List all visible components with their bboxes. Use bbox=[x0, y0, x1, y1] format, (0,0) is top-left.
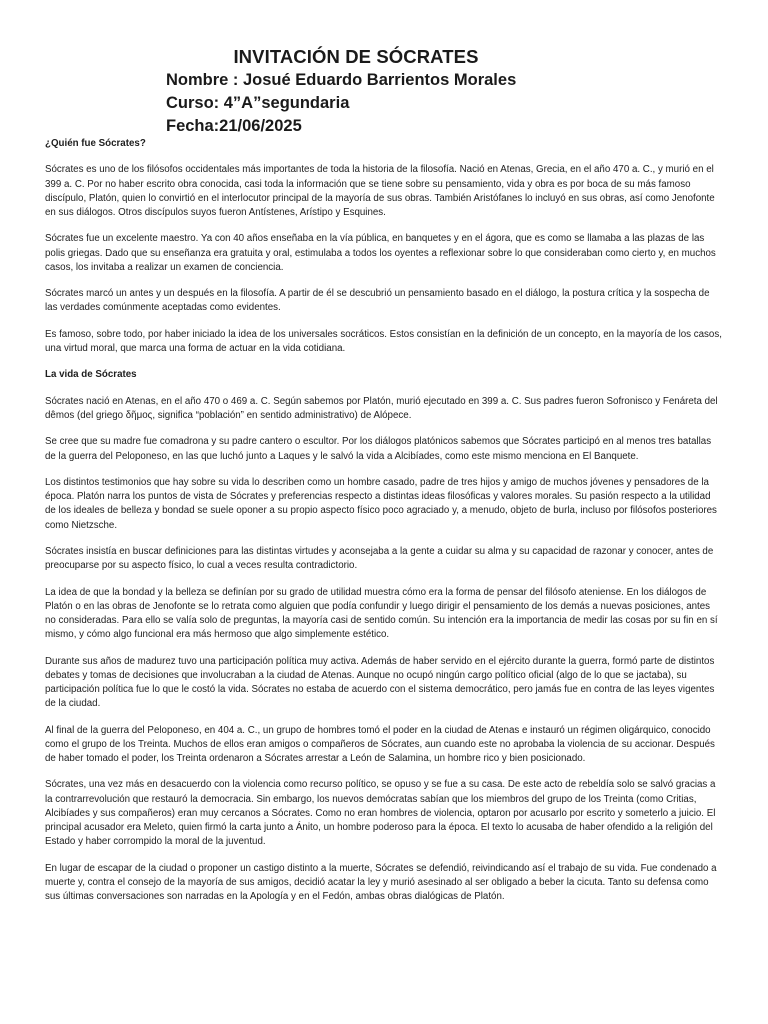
paragraph: Sócrates, una vez más en desacuerdo con la violencia como recurso político, se opuso y se fue a su casa. De este acto de rebeldía solo se salvó gracias a la contrarrevolución que restauró la democracia. Sin embargo, los nuevos demócratas sabían que los miembros del grupo de los Treinta (como Critias, Alcibíades y sus compañeros) eran muy cercanos a Sócrates. Como no eran hombres de violencia, optaron por acusarlo por escrito y someterlo a juicio. El principal acusador era Meleto, quien firmó la carta junto a Ánito, un hombre poderoso para la época. El texto lo acusaba de haber ofendido a la religión del Estado y haber corrompido la moral de la juventud. bbox=[45, 779, 716, 848]
paragraph: Al final de la guerra del Peloponeso, en 404 a. C., un grupo de hombres tomó el poder en la ciudad de Atenas e instauró un régimen oligárquico, conocido como el grupo de los Treinta. Muchos de ellos eran amigos o compañeros de Sócrates, aun cuando este no aprobaba la violencia de su accionar. Después de haber tomado el poder, los Treinta ordenaron a Sócrates arrestar a León de Salamina, un hombre rico y bien posicionado. bbox=[45, 724, 715, 764]
paragraph: Se cree que su madre fue comadrona y su padre cantero o escultor. Por los diálogos platónicos sabemos que Sócrates participó en al menos tres batallas de la guerra del Peloponeso, en las que luchó junto a Laques y le salvó la vida a Alcibíades, como este mismo menciona en El Banquete. bbox=[45, 436, 712, 462]
paragraph: Sócrates insistía en buscar definiciones para las distintas virtudes y aconsejaba a la gente a cuidar su alma y su capacidad de razonar y conocer, antes de preocuparse por su aspecto físico, lo cual a veces resulta contradictorio. bbox=[45, 545, 714, 572]
paragraph: Sócrates fue un excelente maestro. Ya con 40 años enseñaba en la vía pública, en banquetes y en el ágora, que es como se llamaba a las plazas de las polis griegas. Dado que su enseñanza era gratuita y oral, estimulaba a todos los oyentes a reflexionar sobre lo que consideraban como cierto y, en muchos casos, los invitaba a realizar un examen de conciencia. bbox=[45, 233, 716, 273]
student-name: Nombre : Josué Eduardo Barrientos Morales bbox=[166, 71, 517, 89]
paragraph: Sócrates es uno de los filósofos occidentales más importantes de toda la historia de la filosofía. Nació en Atenas, Grecia, en el año 470 a. C., y murió en el 399 a. C. Por no haber escrito obra conocida, casi toda la información que se tiene sobre su pensamiento, vida y obra es por boca de su más famoso discípulo, Platón, quien lo convirtió en el interlocutor principal de la mayoría de sus obras. También Aristófanes lo incluyó en sus obras, así como Jenofonte en sus diálogos. Otros discípulos suyos fueron Antístenes, Arístipo y Esquines. bbox=[45, 164, 715, 218]
section-heading-vida: La vida de Sócrates bbox=[45, 369, 137, 381]
document-title: INVITACIÓN DE SÓCRATES bbox=[233, 46, 479, 67]
date-line: Fecha:21/06/2025 bbox=[166, 117, 302, 135]
paragraph: Durante sus años de madurez tuvo una participación política muy activa. Además de haber servido en el ejército durante la guerra, formó parte de distintos debates y tomas de decisiones que involucraban a la ciudad de Atenas. Aunque no ocupó ningún cargo político oficial (algo de lo que se jactaba), su participación política fue lo que le costó la vida. Sócrates no estaba de acuerdo con el sistema democrático, pero jamás fue en contra de las leyes vigentes de la ciudad. bbox=[45, 655, 715, 710]
paragraph: Los distintos testimonios que hay sobre su vida lo describen como un hombre casado, padre de tres hijos y amigo de muchos jóvenes y pensadores de la época. Platón narra los puntos de vista de Sócrates y preferencias respecto a distintas ideas filosóficas y valores morales. Su pasión respecto a la utilidad de los ideales de belleza y bondad se suele oponer a su propio aspecto físico poco agraciado y, a menudo, objeto de burla, incluso por filósofos posteriores como Nietzsche. bbox=[45, 476, 717, 531]
paragraph: Sócrates marcó un antes y un después en la filosofía. A partir de él se descubrió un pensamiento basado en el diálogo, la postura crítica y la sospecha de las verdades comúnmente aceptadas como evidentes. bbox=[45, 288, 710, 314]
document-body bbox=[45, 137, 723, 916]
course-line: Curso: 4”A”segundaria bbox=[166, 94, 350, 112]
paragraph: En lugar de escapar de la ciudad o proponer un castigo distinto a la muerte, Sócrates se defendió, reivindicando así el trabajo de su vida. Fue condenado a muerte y, contra el consejo de la mayoría de sus amigos, decidió acatar la ley y murió asesinado al ser obligado a beber la cicuta. Tanto su defensa como sus últimas conversaciones son narradas en la Apología y en el Fedón, ambas obras dialógicas de Platón. bbox=[45, 862, 717, 902]
section-heading-quien: ¿Quién fue Sócrates? bbox=[45, 138, 146, 149]
paragraph: Sócrates nació en Atenas, en el año 470 o 469 a. C. Según sabemos por Platón, murió ejecutado en 399 a. C. Sus padres fueron Sofronisco y Fenáreta del dêmos (del griego δῆμος, significa “población” en sentido administrativo) de Alópece. bbox=[45, 395, 718, 421]
paragraph: La idea de que la bondad y la belleza se definían por su grado de utilidad muestra cómo era la forma de pensar del filósofo ateniense. En los diálogos de Platón o en las obras de Jenofonte se lo retrata como alguien que podía confundir y luego dirigir el pensamiento de los demás a nuevas posiciones, antes no consideradas. Para ello se valía solo de preguntas, la mayoría casi de sentido común. Su intención era la importancia de medir las cosas por su fin en sí mismo, y cómo algo funcional era más hermoso que algo simplemente estético. bbox=[45, 586, 718, 641]
paragraph: Es famoso, sobre todo, por haber iniciado la idea de los universales socráticos. Estos consistían en la definición de un concepto, en la mayoría de los casos, una virtud moral, que marca una forma de actuar en la vida cotidiana. bbox=[45, 328, 722, 354]
